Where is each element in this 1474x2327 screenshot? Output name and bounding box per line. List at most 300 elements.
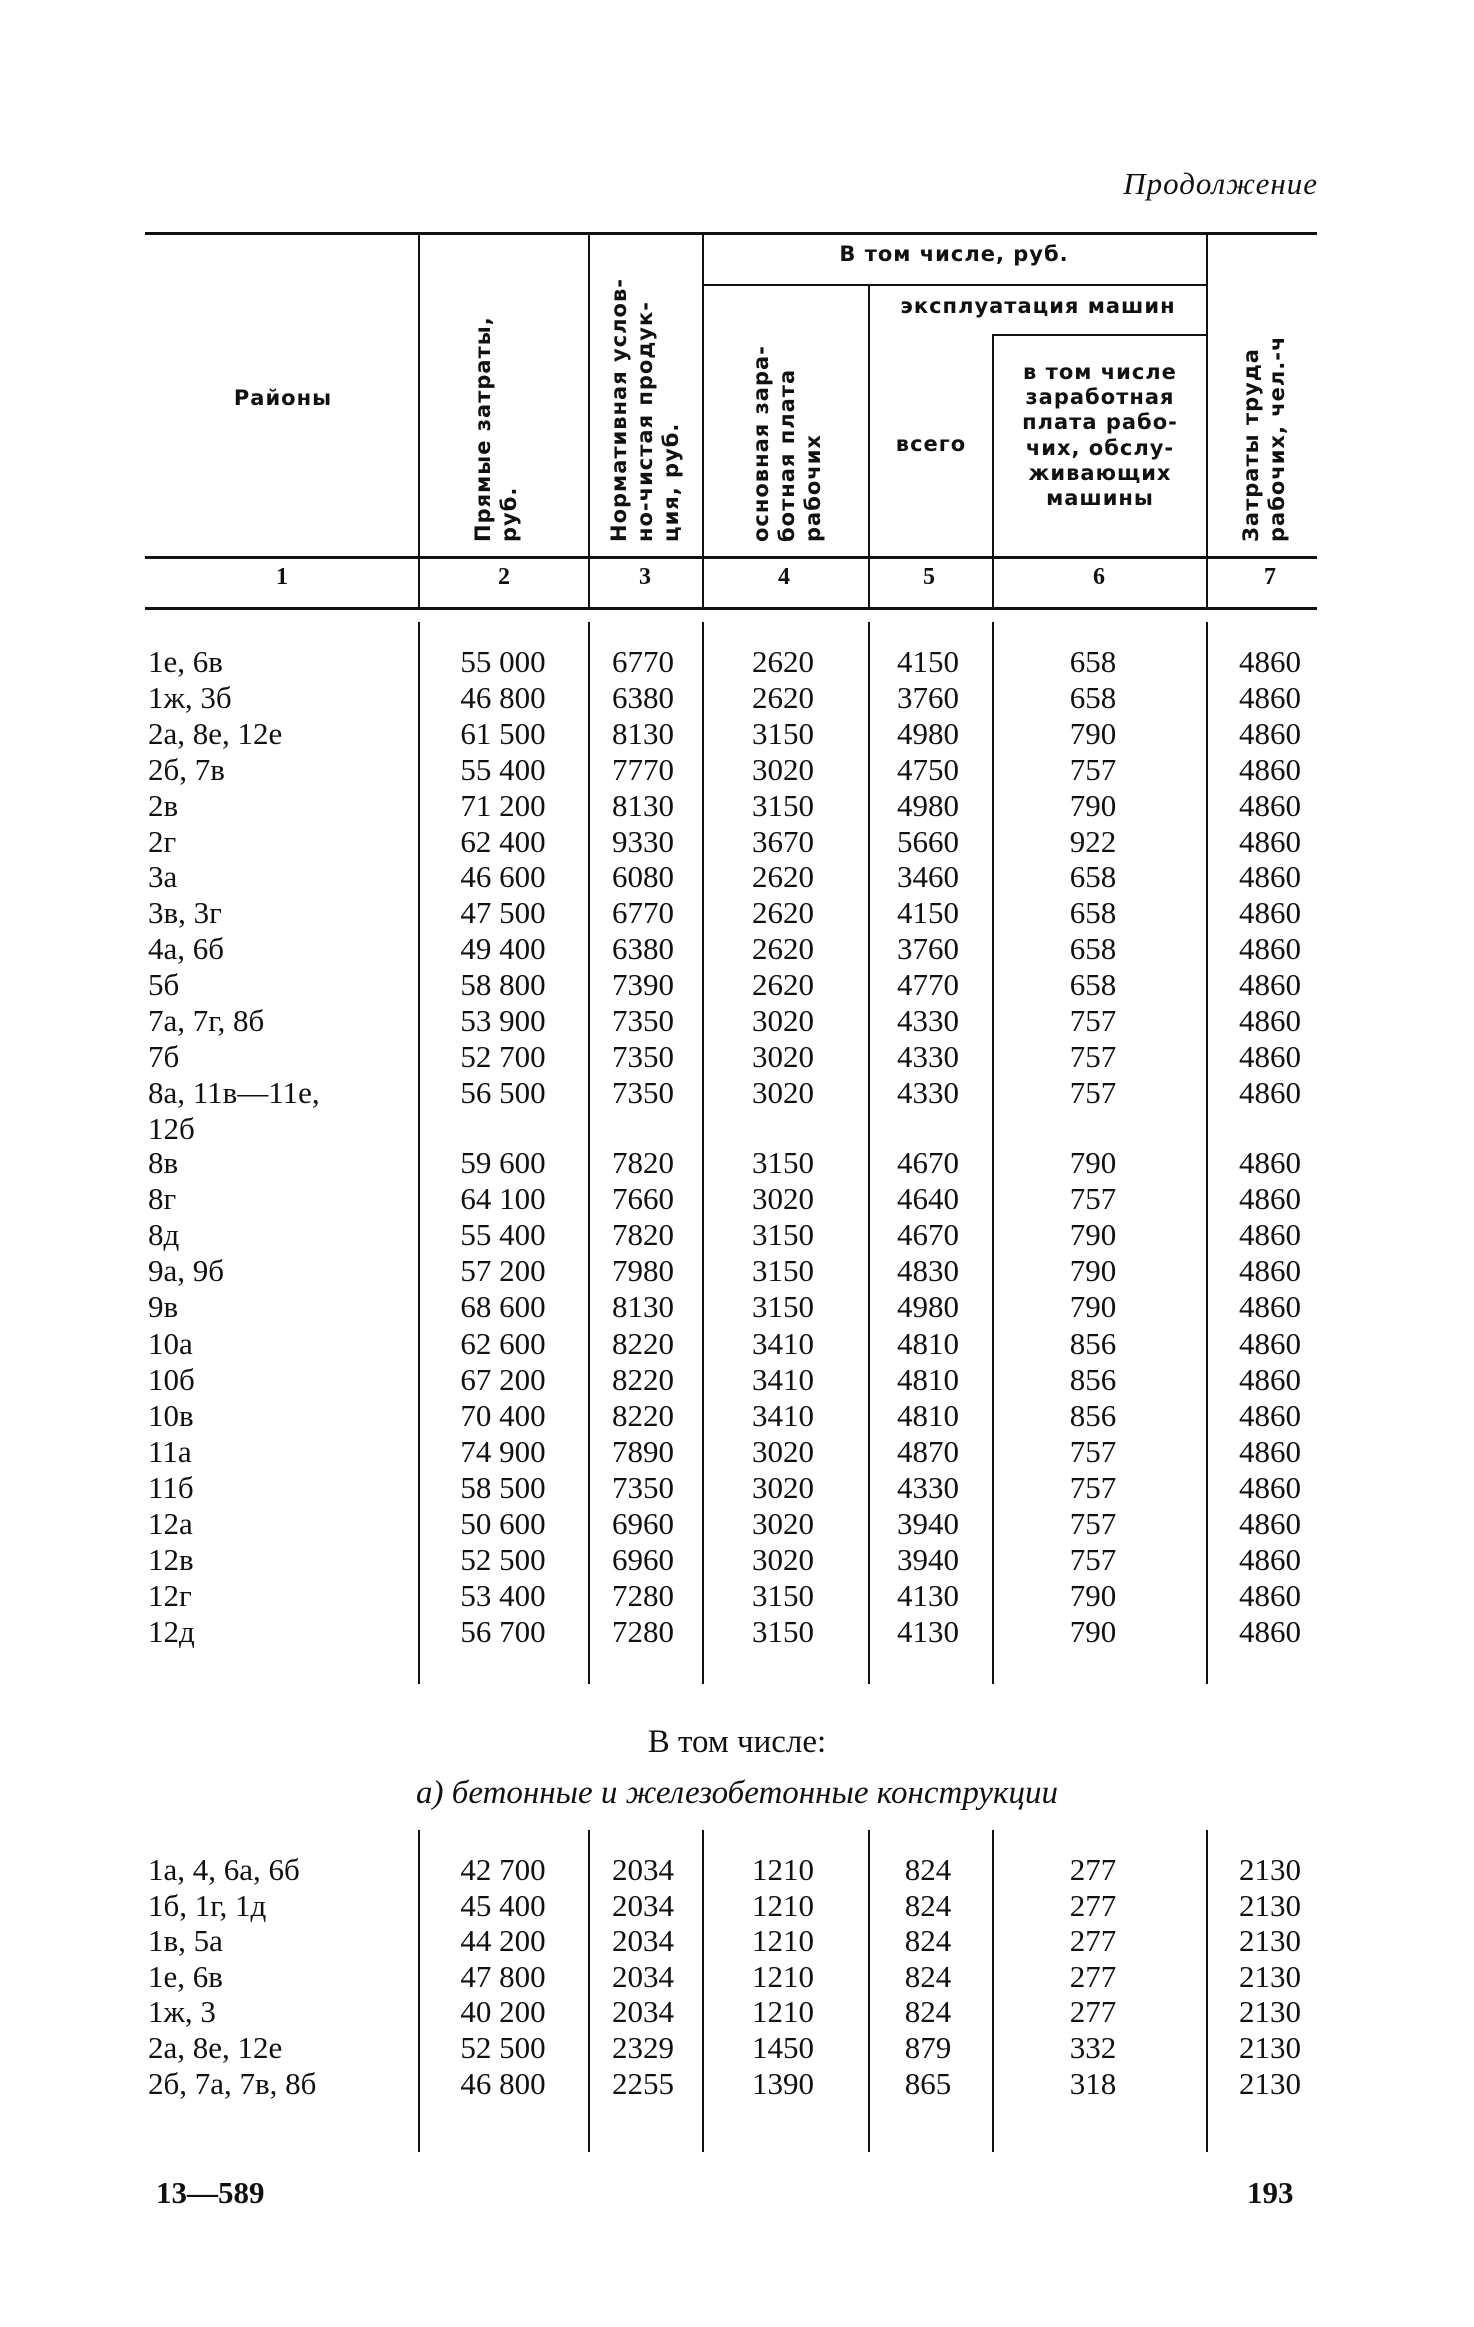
value-cell: 658 <box>1069 967 1117 1003</box>
region-cell: 8г <box>148 1181 177 1217</box>
value-cell: 3020 <box>752 751 814 787</box>
table-row <box>0 716 1474 752</box>
value-cell: 4860 <box>1239 1433 1301 1469</box>
region-cell: 2б, 7в <box>148 751 225 787</box>
table-row <box>0 1959 1474 1995</box>
value-cell: 824 <box>904 1958 952 1994</box>
value-cell: 2255 <box>612 2065 674 2101</box>
region-cell: 12г <box>148 1578 192 1614</box>
value-cell: 4130 <box>897 1578 959 1614</box>
value-cell: 4860 <box>1239 715 1301 751</box>
value-cell: 3150 <box>752 787 814 823</box>
value-cell: 2034 <box>612 1852 674 1887</box>
value-cell: 7890 <box>612 1433 674 1469</box>
value-cell: 4860 <box>1239 1217 1301 1253</box>
value-cell: 2130 <box>1239 2030 1301 2065</box>
value-cell: 46 600 <box>460 859 546 895</box>
region-cell: 1ж, 3 <box>148 1994 216 2030</box>
value-cell: 52 700 <box>460 1038 546 1074</box>
value-cell: 4860 <box>1239 1038 1301 1074</box>
value-cell: 7350 <box>612 1074 674 1110</box>
value-cell: 790 <box>1069 715 1117 751</box>
value-cell: 4810 <box>897 1361 959 1397</box>
region-cell: 2а, 8е, 12е <box>148 2030 283 2065</box>
region-cell: 12д <box>148 1614 195 1650</box>
value-cell: 790 <box>1069 1217 1117 1253</box>
value-cell: 757 <box>1069 1506 1117 1541</box>
value-cell: 68 600 <box>460 1289 546 1325</box>
value-cell: 3150 <box>752 1289 814 1325</box>
value-cell: 3020 <box>752 1181 814 1217</box>
table-row <box>0 1253 1474 1289</box>
value-cell: 2620 <box>752 644 814 679</box>
value-cell: 4860 <box>1239 1181 1301 1217</box>
value-cell: 2329 <box>612 2030 674 2065</box>
value-cell: 2130 <box>1239 1923 1301 1959</box>
region-cell: 1е, 6в <box>148 644 223 679</box>
value-cell: 74 900 <box>460 1433 546 1469</box>
page-number: 193 <box>1247 2175 1294 2210</box>
value-cell: 332 <box>1069 2030 1117 2065</box>
table-row <box>0 1852 1474 1888</box>
value-cell: 1210 <box>752 1958 814 1994</box>
value-cell: 790 <box>1069 1253 1117 1289</box>
value-cell: 52 500 <box>460 2030 546 2065</box>
value-cell: 8130 <box>612 715 674 751</box>
header-direct-costs: Прямые затраты, руб. <box>471 316 521 542</box>
value-cell: 4330 <box>897 1074 959 1110</box>
value-cell: 277 <box>1069 1923 1117 1959</box>
header-base-wages: основная зара- ботная плата рабочих <box>749 345 825 542</box>
value-cell: 56 700 <box>460 1614 546 1650</box>
region-cell: 10в <box>148 1397 194 1433</box>
value-cell: 4860 <box>1239 1578 1301 1614</box>
value-cell: 3940 <box>897 1506 959 1541</box>
table-row <box>0 1181 1474 1217</box>
value-cell: 4860 <box>1239 1506 1301 1541</box>
value-cell: 4860 <box>1239 1397 1301 1433</box>
value-cell: 2034 <box>612 1958 674 1994</box>
column-number: 3 <box>639 564 651 590</box>
value-cell: 757 <box>1069 1038 1117 1074</box>
value-cell: 3020 <box>752 1038 814 1074</box>
value-cell: 4770 <box>897 967 959 1003</box>
value-cell: 3150 <box>752 1145 814 1180</box>
value-cell: 71 200 <box>460 787 546 823</box>
value-cell: 790 <box>1069 1289 1117 1325</box>
value-cell: 55 400 <box>460 1217 546 1253</box>
value-cell: 6770 <box>612 895 674 931</box>
value-cell: 658 <box>1069 895 1117 931</box>
table-row <box>0 752 1474 788</box>
value-cell: 7350 <box>612 1038 674 1074</box>
value-cell: 856 <box>1069 1361 1117 1397</box>
table-row <box>0 1923 1474 1959</box>
value-cell: 46 800 <box>460 679 546 715</box>
table-row <box>0 1614 1474 1650</box>
header-bottom-rule <box>145 556 1317 559</box>
region-cell: 5б <box>148 967 180 1003</box>
value-cell: 2130 <box>1239 1852 1301 1887</box>
value-cell: 4860 <box>1239 1145 1301 1180</box>
table-row <box>0 1398 1474 1434</box>
value-cell: 757 <box>1069 1181 1117 1217</box>
value-cell: 62 400 <box>460 823 546 859</box>
value-cell: 277 <box>1069 1994 1117 2030</box>
value-cell: 67 200 <box>460 1361 546 1397</box>
table-row <box>0 1470 1474 1506</box>
region-cell: 8а, 11в—11е, <box>148 1074 320 1110</box>
value-cell: 856 <box>1069 1397 1117 1433</box>
value-cell: 8220 <box>612 1325 674 1361</box>
region-cell: 11б <box>148 1469 194 1505</box>
header-divider <box>702 232 704 610</box>
header-group-incl: В том числе, руб. <box>839 242 1069 266</box>
header-machines-wages: в том числе заработная плата рабо- чих, обслу- живающих машины <box>1022 360 1178 510</box>
table-row <box>0 1217 1474 1253</box>
value-cell: 1450 <box>752 2030 814 2065</box>
value-cell: 7770 <box>612 751 674 787</box>
value-cell: 9330 <box>612 823 674 859</box>
value-cell: 790 <box>1069 1145 1117 1180</box>
value-cell: 3020 <box>752 1506 814 1541</box>
value-cell: 59 600 <box>460 1145 546 1180</box>
table-row <box>0 788 1474 824</box>
header-normative-output: Нормативная услов- но-чистая продук- ция, руб. <box>607 278 683 542</box>
value-cell: 45 400 <box>460 1887 546 1923</box>
region-cell: 8д <box>148 1217 180 1253</box>
value-cell: 4330 <box>897 1003 959 1038</box>
value-cell: 4150 <box>897 644 959 679</box>
value-cell: 865 <box>904 2065 952 2101</box>
region-cell: 8в <box>148 1145 179 1180</box>
value-cell: 757 <box>1069 1542 1117 1578</box>
value-cell: 4860 <box>1239 967 1301 1003</box>
region-cell: 2б, 7а, 7в, 8б <box>148 2065 317 2101</box>
region-cell: 7а, 7г, 8б <box>148 1003 265 1038</box>
value-cell: 658 <box>1069 859 1117 895</box>
column-number: 5 <box>923 564 935 590</box>
value-cell: 757 <box>1069 1074 1117 1110</box>
value-cell: 4860 <box>1239 1253 1301 1289</box>
value-cell: 2034 <box>612 1923 674 1959</box>
table-row <box>0 1994 1474 2030</box>
value-cell: 4750 <box>897 751 959 787</box>
value-cell: 3460 <box>897 859 959 895</box>
value-cell: 790 <box>1069 1614 1117 1650</box>
table-row <box>0 1362 1474 1398</box>
value-cell: 4860 <box>1239 644 1301 679</box>
region-cell: 1а, 4, 6а, 6б <box>148 1852 300 1887</box>
value-cell: 6080 <box>612 859 674 895</box>
value-cell: 658 <box>1069 679 1117 715</box>
value-cell: 7350 <box>612 1469 674 1505</box>
value-cell: 40 200 <box>460 1994 546 2030</box>
value-cell: 2034 <box>612 1994 674 2030</box>
value-cell: 922 <box>1069 823 1117 859</box>
header-divider <box>418 232 420 610</box>
value-cell: 7820 <box>612 1145 674 1180</box>
value-cell: 2130 <box>1239 1994 1301 2030</box>
value-cell: 2620 <box>752 967 814 1003</box>
region-cell: 2а, 8е, 12е <box>148 715 283 751</box>
header-divider <box>588 232 590 610</box>
table-row <box>0 1289 1474 1325</box>
value-cell: 4860 <box>1239 679 1301 715</box>
value-cell: 8130 <box>612 1289 674 1325</box>
value-cell: 70 400 <box>460 1397 546 1433</box>
table-row <box>0 1075 1474 1111</box>
value-cell: 277 <box>1069 1852 1117 1887</box>
table-row <box>0 1003 1474 1039</box>
table-row <box>0 2030 1474 2066</box>
value-cell: 7280 <box>612 1614 674 1650</box>
value-cell: 4860 <box>1239 1614 1301 1650</box>
value-cell: 4860 <box>1239 1003 1301 1038</box>
continuation-label: Продолжение <box>1123 166 1318 201</box>
value-cell: 56 500 <box>460 1074 546 1110</box>
table-row <box>0 859 1474 895</box>
incl-group-rule <box>702 284 1206 286</box>
value-cell: 4130 <box>897 1614 959 1650</box>
value-cell: 3020 <box>752 1542 814 1578</box>
value-cell: 4980 <box>897 787 959 823</box>
value-cell: 3020 <box>752 1433 814 1469</box>
value-cell: 2620 <box>752 895 814 931</box>
table-row <box>0 1506 1474 1542</box>
value-cell: 1210 <box>752 1923 814 1959</box>
value-cell: 4830 <box>897 1253 959 1289</box>
column-number: 2 <box>498 564 510 590</box>
value-cell: 3940 <box>897 1542 959 1578</box>
region-cell: 4а, 6б <box>148 931 225 967</box>
value-cell: 824 <box>904 1887 952 1923</box>
region-cell: 1б, 1г, 1д <box>148 1887 267 1923</box>
value-cell: 2620 <box>752 859 814 895</box>
value-cell: 3410 <box>752 1397 814 1433</box>
value-cell: 4330 <box>897 1469 959 1505</box>
region-cell: 1в, 5а <box>148 1923 223 1959</box>
value-cell: 757 <box>1069 1003 1117 1038</box>
table-top-rule <box>145 232 1317 235</box>
table-row <box>0 931 1474 967</box>
region-cell: 7б <box>148 1038 180 1074</box>
value-cell: 3760 <box>897 679 959 715</box>
value-cell: 824 <box>904 1923 952 1959</box>
value-cell: 53 900 <box>460 1003 546 1038</box>
table-row <box>0 2066 1474 2102</box>
value-cell: 42 700 <box>460 1852 546 1887</box>
header-labor-costs: Затраты труда рабочих, чел.-ч <box>1239 335 1289 542</box>
value-cell: 62 600 <box>460 1325 546 1361</box>
value-cell: 7350 <box>612 1003 674 1038</box>
value-cell: 49 400 <box>460 931 546 967</box>
table-row <box>0 824 1474 860</box>
region-cell: 3а <box>148 859 178 895</box>
value-cell: 8220 <box>612 1397 674 1433</box>
value-cell: 3410 <box>752 1325 814 1361</box>
value-cell: 3670 <box>752 823 814 859</box>
value-cell: 50 600 <box>460 1506 546 1541</box>
value-cell: 4330 <box>897 1038 959 1074</box>
subsection-title: а) бетонные и железобетонные конструкции <box>416 1775 1058 1811</box>
value-cell: 58 800 <box>460 967 546 1003</box>
value-cell: 2130 <box>1239 1958 1301 1994</box>
table-row <box>0 644 1474 680</box>
value-cell: 277 <box>1069 1958 1117 1994</box>
table-row <box>0 1578 1474 1614</box>
value-cell: 7280 <box>612 1578 674 1614</box>
value-cell: 2620 <box>752 931 814 967</box>
region-cell: 12а <box>148 1506 193 1541</box>
value-cell: 8220 <box>612 1361 674 1397</box>
value-cell: 58 500 <box>460 1469 546 1505</box>
value-cell: 4810 <box>897 1397 959 1433</box>
value-cell: 3760 <box>897 931 959 967</box>
value-cell: 4670 <box>897 1145 959 1180</box>
value-cell: 5660 <box>897 823 959 859</box>
table-row <box>0 1434 1474 1470</box>
value-cell: 790 <box>1069 787 1117 823</box>
value-cell: 6960 <box>612 1542 674 1578</box>
value-cell: 4670 <box>897 1217 959 1253</box>
value-cell: 47 500 <box>460 895 546 931</box>
value-cell: 7820 <box>612 1217 674 1253</box>
value-cell: 7980 <box>612 1253 674 1289</box>
region-cell: 12б <box>148 1110 195 1146</box>
value-cell: 1390 <box>752 2065 814 2101</box>
value-cell: 3150 <box>752 1614 814 1650</box>
header-machines-total: всего <box>895 432 967 456</box>
value-cell: 47 800 <box>460 1958 546 1994</box>
table-row <box>0 895 1474 931</box>
value-cell: 61 500 <box>460 715 546 751</box>
header-divider <box>1206 232 1208 610</box>
table-row <box>0 1326 1474 1362</box>
region-cell: 12в <box>148 1542 194 1578</box>
column-number: 1 <box>276 564 288 590</box>
value-cell: 55 400 <box>460 751 546 787</box>
value-cell: 318 <box>1069 2065 1117 2101</box>
value-cell: 277 <box>1069 1887 1117 1923</box>
value-cell: 757 <box>1069 751 1117 787</box>
value-cell: 824 <box>904 1994 952 2030</box>
region-cell: 2г <box>148 823 177 859</box>
value-cell: 757 <box>1069 1433 1117 1469</box>
value-cell: 2034 <box>612 1887 674 1923</box>
value-cell: 7660 <box>612 1181 674 1217</box>
region-cell: 9в <box>148 1289 179 1325</box>
value-cell: 757 <box>1069 1469 1117 1505</box>
value-cell: 658 <box>1069 931 1117 967</box>
value-cell: 4640 <box>897 1181 959 1217</box>
value-cell: 57 200 <box>460 1253 546 1289</box>
value-cell: 4810 <box>897 1325 959 1361</box>
header-regions: Районы <box>233 386 333 410</box>
region-cell: 2в <box>148 787 179 823</box>
value-cell: 824 <box>904 1852 952 1887</box>
column-number: 4 <box>778 564 790 590</box>
value-cell: 790 <box>1069 1578 1117 1614</box>
value-cell: 64 100 <box>460 1181 546 1217</box>
value-cell: 6380 <box>612 679 674 715</box>
region-cell: 10б <box>148 1361 195 1397</box>
value-cell: 4860 <box>1239 859 1301 895</box>
value-cell: 4860 <box>1239 1325 1301 1361</box>
value-cell: 52 500 <box>460 1542 546 1578</box>
value-cell: 3150 <box>752 1217 814 1253</box>
table-row <box>0 967 1474 1003</box>
value-cell: 4860 <box>1239 931 1301 967</box>
value-cell: 4860 <box>1239 1289 1301 1325</box>
numbers-bottom-rule <box>145 607 1317 610</box>
value-cell: 6770 <box>612 644 674 679</box>
signature-mark: 13—589 <box>156 2175 265 2210</box>
value-cell: 4860 <box>1239 895 1301 931</box>
table-row <box>0 680 1474 716</box>
column-number: 6 <box>1093 564 1105 590</box>
value-cell: 53 400 <box>460 1578 546 1614</box>
value-cell: 856 <box>1069 1325 1117 1361</box>
subsection-intro: В том числе: <box>647 1724 827 1760</box>
value-cell: 4860 <box>1239 787 1301 823</box>
value-cell: 2130 <box>1239 2065 1301 2101</box>
value-cell: 3150 <box>752 715 814 751</box>
value-cell: 1210 <box>752 1852 814 1887</box>
value-cell: 6380 <box>612 931 674 967</box>
value-cell: 8130 <box>612 787 674 823</box>
column-number: 7 <box>1264 564 1276 590</box>
value-cell: 7390 <box>612 967 674 1003</box>
region-cell: 11а <box>148 1433 192 1469</box>
value-cell: 4860 <box>1239 1361 1301 1397</box>
table-row <box>0 1888 1474 1924</box>
value-cell: 879 <box>904 2030 952 2065</box>
machines-group-rule <box>992 334 1206 336</box>
value-cell: 3020 <box>752 1469 814 1505</box>
region-cell: 1ж, 3б <box>148 679 232 715</box>
value-cell: 3410 <box>752 1361 814 1397</box>
region-cell: 9а, 9б <box>148 1253 225 1289</box>
value-cell: 4860 <box>1239 1074 1301 1110</box>
region-cell: 1е, 6в <box>148 1958 223 1994</box>
value-cell: 4980 <box>897 715 959 751</box>
value-cell: 4860 <box>1239 751 1301 787</box>
value-cell: 1210 <box>752 1887 814 1923</box>
value-cell: 55 000 <box>460 644 546 679</box>
value-cell: 46 800 <box>460 2065 546 2101</box>
value-cell: 44 200 <box>460 1923 546 1959</box>
value-cell: 6960 <box>612 1506 674 1541</box>
header-group-machines: эксплуатация машин <box>900 294 1176 318</box>
value-cell: 4870 <box>897 1433 959 1469</box>
value-cell: 658 <box>1069 644 1117 679</box>
value-cell: 4980 <box>897 1289 959 1325</box>
value-cell: 4860 <box>1239 1542 1301 1578</box>
table-row <box>0 1145 1474 1181</box>
table-row <box>0 1111 1474 1147</box>
region-cell: 10а <box>148 1325 193 1361</box>
value-cell: 2620 <box>752 679 814 715</box>
value-cell: 4150 <box>897 895 959 931</box>
value-cell: 2130 <box>1239 1887 1301 1923</box>
value-cell: 3020 <box>752 1074 814 1110</box>
value-cell: 4860 <box>1239 823 1301 859</box>
value-cell: 3020 <box>752 1003 814 1038</box>
value-cell: 1210 <box>752 1994 814 2030</box>
value-cell: 3150 <box>752 1578 814 1614</box>
value-cell: 4860 <box>1239 1469 1301 1505</box>
